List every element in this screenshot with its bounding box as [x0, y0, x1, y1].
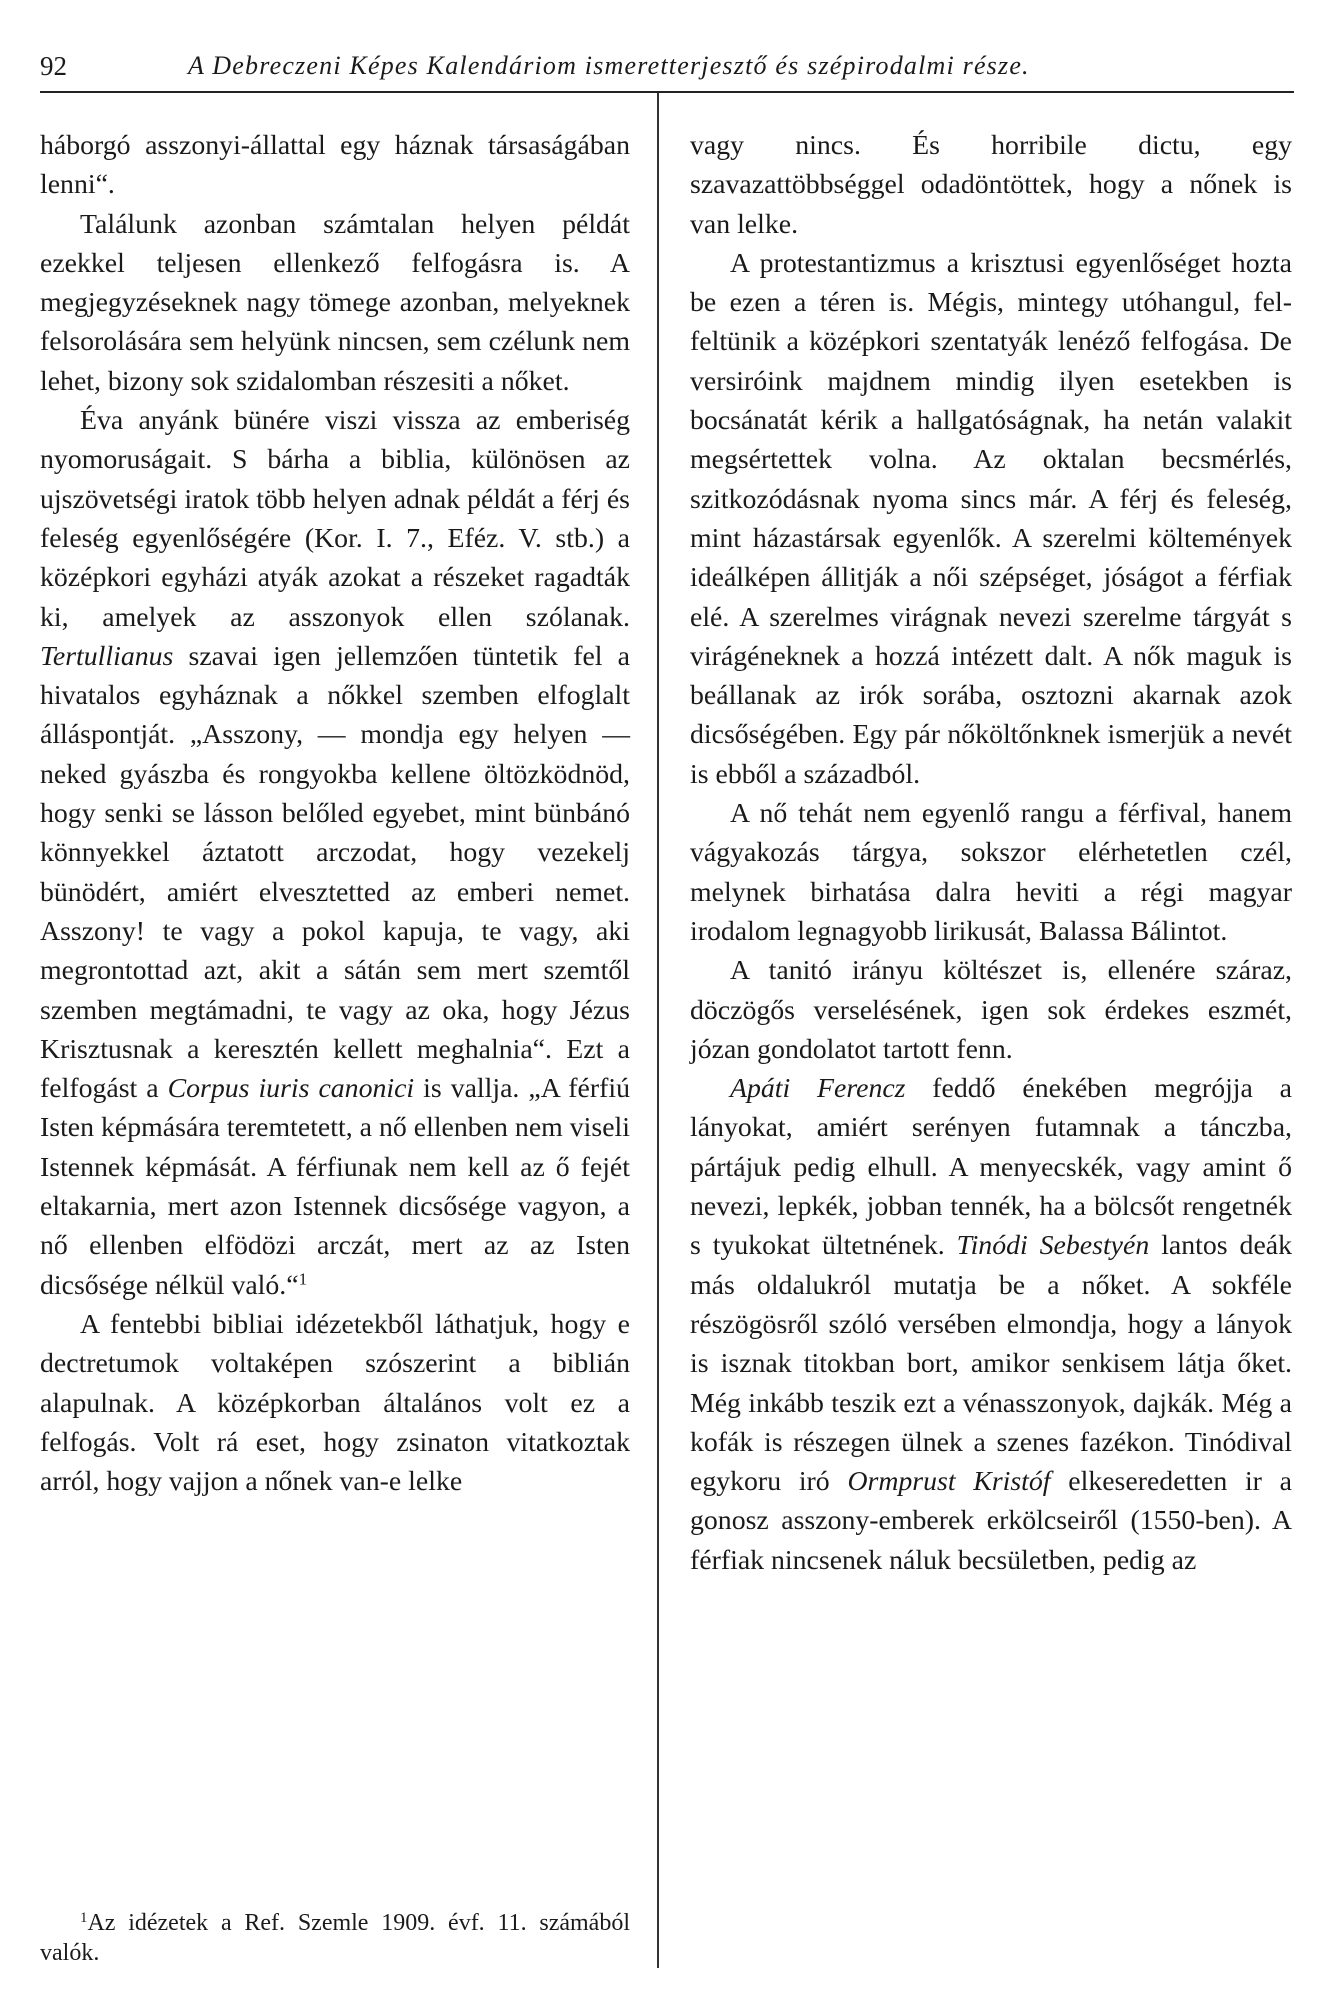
paragraph: Találunk azonban számtalan helyen példát ezekkel teljesen ellenkező felfogásra is. A megjegyzéseknek nagy tömege azonban, melyeknek felsorolására sem helyünk nincsen, sem czélunk nem lehet, bizony sok szidalomban részesiti a nőket. [40, 208, 630, 397]
left-column [40, 126, 630, 1501]
running-header [40, 44, 1295, 88]
italic-name: Tinódi Sebestyén [956, 1230, 1150, 1262]
footnote-reference: 1 [298, 1269, 308, 1289]
footnote-marker: 1 [80, 1909, 88, 1926]
italic-name: Ormprust Kristóf [847, 1466, 1051, 1498]
paragraph: háborgó asszonyi-állattal egy háznak társaságában lenni“. [40, 130, 630, 201]
page-number: 92 [40, 51, 67, 81]
footnote-text [40, 1908, 630, 1968]
italic-name: Apáti Ferencz [730, 1073, 906, 1105]
text-run: Éva anyánk bünére viszi vissza az emberiség nyomoruságait. S bárha a biblia, különösen az ujszövetségi iratok több helyen adnak példát a férj és feleség egyenlőségére (Kor. I. 7., Eféz. V. stb.) a középkori egyházi atyák azokat a részeket ragadták ki, amelyek az asszonyok ellen szólanak. [40, 405, 630, 633]
running-title: A Debreczeni Képes Kalendáriom ismeretterjesztő és szépirodalmi része. [188, 51, 1030, 80]
header-rule [40, 91, 1294, 93]
text-run: feddő énekében megrójja a lányokat, amiért serényen futamnak a tánczba, pártájuk pedig elhull. A menyecskék, vagy amint ő nevezi, lepkék, jobban tennék, ha a bölcsőt rengetnék s tyukokat ültetnének. [690, 1073, 1292, 1262]
column-divider [657, 93, 659, 1968]
paragraph: vagy nincs. És horribile dictu, egy szavazattöbbséggel odadöntöttek, hogy a nőnek is van lelke. [690, 130, 1292, 240]
text-run: is vallja. „A férfiú Isten képmására teremtetett, a nő ellenben nem viseli Istennek képmását. A férfiunak nem kell az ő fejét eltakarnia, mert azon Istennek dicsősége vagyon, a nő ellenben elfödözi arczát, mert az az Isten dicsősége nélkül való.“ [40, 1073, 630, 1301]
text-run: elkeseredetten ir a gonosz asszony-emberek erkölcseiről (1550-ben). A férfiak nincsenek náluk becsületben, pedig az [690, 1466, 1293, 1576]
text-run: szavai igen jellemzően tüntetik fel a hivatalos egyháznak a nőkkel szemben elfoglalt álláspontját. „Asszony, — mondja egy helyen — neked gyászba és rongyokba kellene öltözködnöd, hogy senki se lásson belőled egyebet, mint bünbánó könnyekkel áztatott arczodat, hogy vezekelj bünödért, amiért elvesztetted az emberi nemet. Asszony! te vagy a pokol kapuja, te vagy, aki megrontottad azt, akit a sátán sem mert szemtől szemben megtámadni, te vagy az oka, hogy Jézus Krisztusnak a keresztén kellett meghalnia“. Ezt a felfogást a [40, 640, 630, 1105]
footnote [40, 1908, 630, 1968]
text-run: lantos deák más oldalukról mutatja be a nőket. A sokféle részögösről szóló versében elmondja, hogy a lányok is isznak titokban bort, amikor senkisem látja őket. Még inkább teszik ezt a vénasszonyok, dajkák. Még a kofák is részegen ülnek a szenes fazékon. Tinódival egykoru iró [690, 1230, 1293, 1498]
paragraph: A tanitó irányu költészet is, ellenére száraz, döczögős verselésének, igen sok érdekes eszmét, józan gondolatot tartott fenn. [690, 955, 1292, 1065]
paragraph: A nő tehát nem egyenlő rangu a férfival, hanem vágyakozás tárgya, sokszor elérhetetlen czél, melynek birhatása dalra heviti a régi magyar irodalom legnagyobb lirikusát, Balassa Bálintot. [690, 798, 1292, 947]
paragraph [690, 1069, 1292, 1580]
italic-name: Tertullianus [40, 640, 174, 672]
right-column [690, 126, 1292, 1580]
italic-title: Corpus iuris canonici [167, 1073, 415, 1105]
paragraph [40, 401, 630, 1305]
paragraph: A protestantizmus a krisztusi egyenlőséget hozta be ezen a téren is. Mégis, mintegy utóhangul, fel-feltünik a középkori szentatyák lenéző felfogása. De versiróink majdnem mindig ilyen esetekben is bocsánatát kérik a hallgatóságnak, ha netán valakit megsértettek volna. Az oktalan becsmérlés, szitkozódásnak nyoma sincs már. A férj és feleség, mint házastársak egyenlők. A szerelmi költemények ideálképen állitják a női szépséget, jóságot a férfiak elé. A szerelmes virágnak nevezi szerelme tárgyát s virágéneknek a hozzá intézett dalt. A nők maguk is beállanak az irók sorába, osztozni akarnak azok dicsőségében. Egy pár nőköltőnknek ismerjük a nevét is ebből a századból. [690, 247, 1292, 790]
paragraph: A fentebbi bibliai idézetekből láthatjuk, hogy e dectretumok voltaképen szószerint a biblián alapulnak. A középkorban általános volt ez a felfogás. Volt rá eset, hogy zsinaton vitatkoztak arról, hogy vajjon a nőnek van-e lelke [40, 1308, 630, 1498]
footnote-body: Az idézetek a Ref. Szemle 1909. évf. 11. számából valók. [40, 1910, 630, 1966]
